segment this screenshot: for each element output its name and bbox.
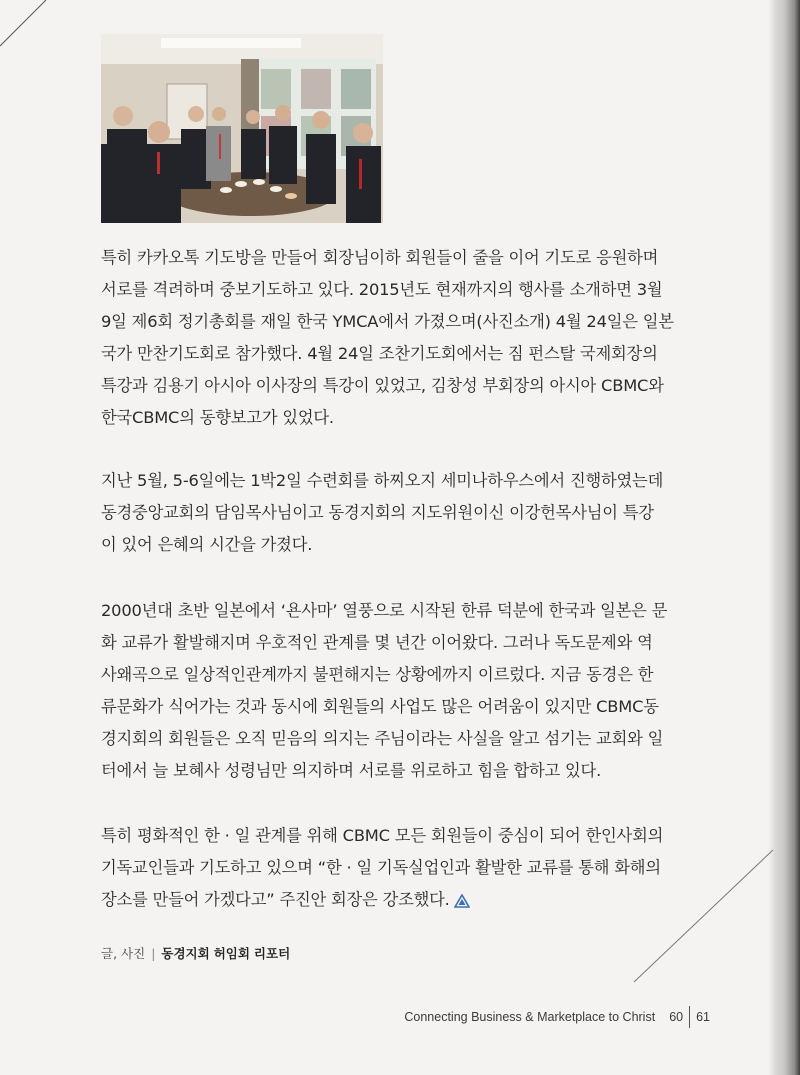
text-line: 국가 만찬기도회로 참가했다. 4월 24일 조찬기도회에서는 짐 펀스탈 국제회장의: [101, 344, 658, 363]
text-line-content: 장소를 만들어 가겠다고” 주진안 회장은 강조했다.: [101, 890, 450, 909]
paragraph-3: [101, 595, 701, 787]
text-line: 특강과 김용기 아시아 이사장의 특강이 있었고, 김창성 부회장의 아시아 CBMC와: [101, 376, 664, 395]
page-number-right: 61: [696, 1010, 710, 1024]
credit-separator: |: [151, 946, 156, 961]
credit-name-prefix: 동경지회: [161, 946, 210, 961]
text-line: 지난 5월, 5-6일에는 1박2일 수련회를 하찌오지 세미나하우스에서 진행하였는데: [101, 471, 664, 490]
text-line: 기독교인들과 기도하고 있으며 “한 · 일 기독실업인과 활발한 교류를 통해 화해의: [101, 858, 661, 877]
paragraph-1: [101, 242, 701, 434]
text-line: 특히 카카오톡 기도방을 만들어 회장님이하 회원들이 줄을 이어 기도로 응원하며: [101, 248, 659, 267]
footer-tagline: Connecting Business & Marketplace to Christ: [404, 1010, 656, 1024]
text-line: 터에서 늘 보혜사 성령님만 의지하며 서로를 위로하고 힘을 합하고 있다.: [101, 761, 602, 780]
page-number-left: 60: [669, 1010, 684, 1024]
paragraph-2: [101, 465, 701, 561]
text-line: [101, 884, 701, 916]
text-line: 사왜곡으로 일상적인관계까지 불편해지는 상황에까지 이르렀다. 지금 동경은 한: [101, 665, 654, 684]
group-meeting-photo: [101, 34, 383, 223]
text-line: 서로를 격려하며 중보기도하고 있다. 2015년도 현재까지의 행사를 소개하면 3월: [101, 280, 663, 299]
text-line: 한국CBMC의 동향보고가 있었다.: [101, 408, 334, 427]
text-line: 화 교류가 활발해지며 우호적인 관계를 몇 년간 이어왔다. 그러나 독도문제와 역: [101, 633, 653, 652]
corner-decoration-line: [0, 0, 60, 60]
text-line: 9일 제6회 정기총회를 재일 한국 YMCA에서 가졌으며(사진소개) 4월 24일은 일본: [101, 312, 674, 331]
text-line: 2000년대 초반 일본에서 ‘욘사마’ 열풍으로 시작된 한류 덕분에 한국과 일본은 문: [101, 601, 668, 620]
text-line: 특히 평화적인 한 · 일 관계를 위해 CBMC 모든 회원들이 중심이 되어 한인사회의: [101, 826, 664, 845]
article-credit: [101, 944, 290, 962]
text-line: 류문화가 식어가는 것과 동시에 회원들의 사업도 많은 어려움이 있지만 CBMC동: [101, 697, 659, 716]
page-number-divider: [689, 1006, 690, 1028]
paragraph-4: [101, 820, 701, 916]
credit-name: 허임회: [213, 946, 250, 961]
text-line: 동경중앙교회의 담임목사님이고 동경지회의 지도위원이신 이강헌목사님이 특강: [101, 503, 654, 522]
credit-label: 글, 사진: [101, 946, 146, 961]
credit-role: 리포터: [253, 946, 291, 961]
text-line: 이 있어 은혜의 시간을 가졌다.: [101, 535, 313, 554]
text-line: 경지회의 회원들은 오직 믿음의 의지는 주님이라는 사실을 알고 섬기는 교회와 일: [101, 729, 664, 748]
cbmc-end-mark-icon: [454, 894, 470, 908]
page-footer: [404, 1006, 710, 1028]
